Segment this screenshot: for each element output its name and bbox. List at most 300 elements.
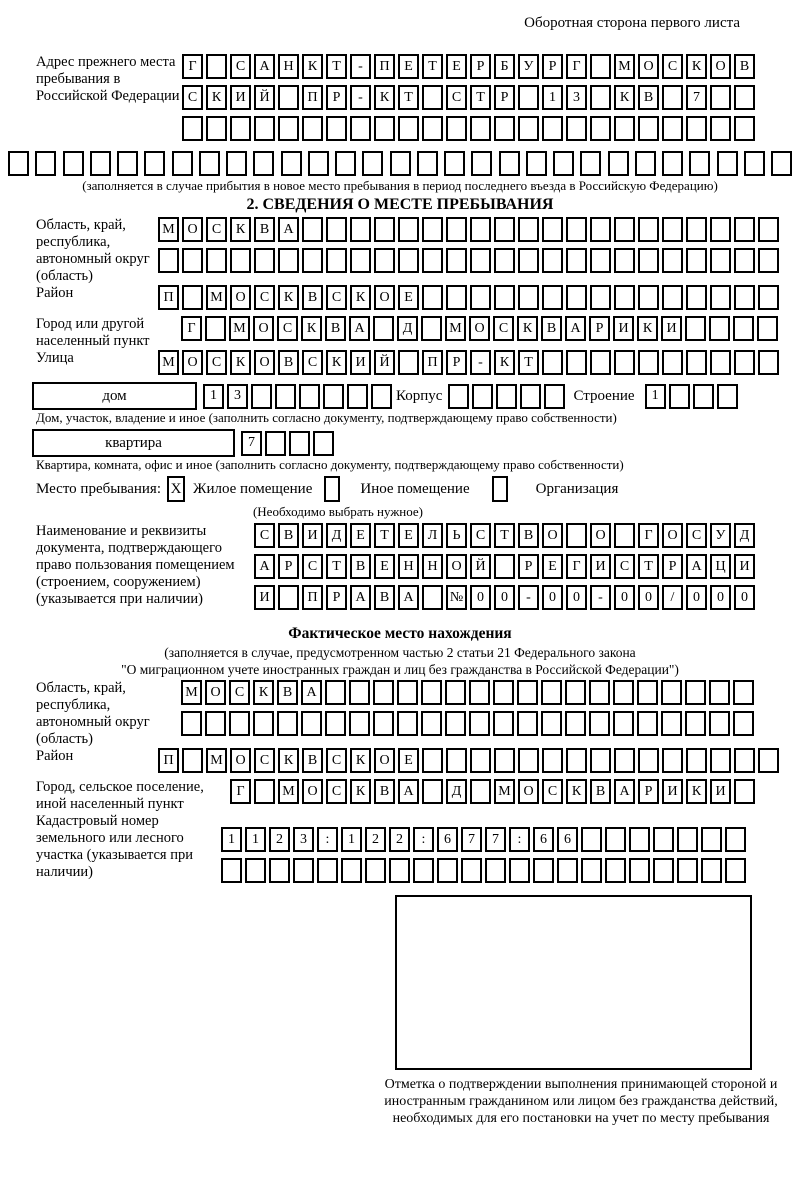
char-box[interactable] (733, 711, 754, 736)
char-box[interactable] (686, 217, 707, 242)
char-box[interactable] (448, 384, 469, 409)
char-box[interactable] (446, 116, 467, 141)
char-box[interactable] (590, 217, 611, 242)
char-box[interactable]: С (326, 285, 347, 310)
char-box[interactable]: В (638, 85, 659, 110)
char-box[interactable] (230, 116, 251, 141)
char-box[interactable]: Й (470, 554, 491, 579)
char-box[interactable]: Г (566, 54, 587, 79)
char-box[interactable] (544, 384, 565, 409)
char-box[interactable] (653, 858, 674, 883)
char-box[interactable]: Е (542, 554, 563, 579)
char-box[interactable] (614, 248, 635, 273)
char-box[interactable]: Р (589, 316, 610, 341)
char-box[interactable]: Ц (710, 554, 731, 579)
char-box[interactable]: К (350, 779, 371, 804)
char-box[interactable] (422, 779, 443, 804)
char-box[interactable]: Т (422, 54, 443, 79)
char-box[interactable]: К (686, 54, 707, 79)
char-box[interactable] (437, 858, 458, 883)
char-box[interactable]: В (734, 54, 755, 79)
char-box[interactable] (566, 285, 587, 310)
char-box[interactable] (590, 350, 611, 375)
char-box[interactable] (629, 827, 650, 852)
char-box[interactable]: Т (326, 54, 347, 79)
char-box[interactable] (734, 217, 755, 242)
char-box[interactable] (470, 217, 491, 242)
char-box[interactable] (445, 711, 466, 736)
char-box[interactable] (289, 431, 310, 456)
char-box[interactable] (517, 711, 538, 736)
char-box[interactable] (229, 711, 250, 736)
char-box[interactable] (494, 116, 515, 141)
char-box[interactable] (638, 350, 659, 375)
char-box[interactable] (614, 116, 635, 141)
char-box[interactable]: П (374, 54, 395, 79)
char-box[interactable] (323, 384, 344, 409)
char-box[interactable] (614, 285, 635, 310)
char-box[interactable]: А (349, 316, 370, 341)
char-box[interactable] (230, 248, 251, 273)
char-box[interactable]: И (590, 554, 611, 579)
char-box[interactable] (758, 748, 779, 773)
char-box[interactable] (693, 384, 714, 409)
char-box[interactable] (734, 116, 755, 141)
char-box[interactable]: В (254, 217, 275, 242)
char-box[interactable] (373, 711, 394, 736)
char-box[interactable]: Т (398, 85, 419, 110)
char-box[interactable]: О (302, 779, 323, 804)
char-box[interactable] (686, 248, 707, 273)
char-box[interactable] (325, 680, 346, 705)
char-box[interactable] (397, 680, 418, 705)
char-box[interactable]: - (350, 85, 371, 110)
char-box[interactable] (493, 680, 514, 705)
char-box[interactable] (541, 711, 562, 736)
char-box[interactable]: К (686, 779, 707, 804)
char-box[interactable] (278, 248, 299, 273)
char-box[interactable] (580, 151, 601, 176)
char-box[interactable] (181, 711, 202, 736)
char-box[interactable]: Е (374, 554, 395, 579)
char-box[interactable]: С (229, 680, 250, 705)
char-box[interactable] (685, 711, 706, 736)
char-box[interactable] (158, 248, 179, 273)
char-box[interactable]: Д (734, 523, 755, 548)
char-box[interactable] (677, 827, 698, 852)
char-box[interactable] (686, 116, 707, 141)
char-box[interactable] (494, 748, 515, 773)
char-box[interactable]: О (205, 680, 226, 705)
char-box[interactable]: Д (446, 779, 467, 804)
char-box[interactable]: А (278, 217, 299, 242)
char-box[interactable]: : (317, 827, 338, 852)
char-box[interactable]: О (446, 554, 467, 579)
char-box[interactable] (638, 116, 659, 141)
char-box[interactable] (635, 151, 656, 176)
char-box[interactable] (734, 285, 755, 310)
char-box[interactable]: В (278, 523, 299, 548)
char-box[interactable]: К (374, 85, 395, 110)
char-box[interactable]: Т (470, 85, 491, 110)
char-box[interactable]: О (638, 54, 659, 79)
char-box[interactable]: И (662, 779, 683, 804)
char-box[interactable] (226, 151, 247, 176)
char-box[interactable] (662, 285, 683, 310)
char-box[interactable] (446, 285, 467, 310)
char-box[interactable]: 0 (542, 585, 563, 610)
char-box[interactable] (253, 711, 274, 736)
char-box[interactable] (302, 217, 323, 242)
char-box[interactable] (758, 285, 779, 310)
char-box[interactable]: К (350, 285, 371, 310)
char-box[interactable] (325, 711, 346, 736)
char-box[interactable] (373, 316, 394, 341)
char-box[interactable] (281, 151, 302, 176)
char-box[interactable]: Г (181, 316, 202, 341)
char-box[interactable]: А (398, 585, 419, 610)
char-box[interactable] (744, 151, 765, 176)
char-box[interactable]: М (181, 680, 202, 705)
char-box[interactable] (518, 748, 539, 773)
char-box[interactable] (518, 217, 539, 242)
char-box[interactable]: Ь (446, 523, 467, 548)
char-box[interactable] (422, 748, 443, 773)
char-box[interactable] (398, 116, 419, 141)
char-box[interactable]: 7 (461, 827, 482, 852)
char-box[interactable] (608, 151, 629, 176)
char-box[interactable]: Р (542, 54, 563, 79)
char-box[interactable] (614, 748, 635, 773)
char-box[interactable] (398, 217, 419, 242)
char-box[interactable]: Р (518, 554, 539, 579)
char-box[interactable]: К (494, 350, 515, 375)
char-box[interactable] (421, 711, 442, 736)
char-box[interactable]: С (662, 54, 683, 79)
char-box[interactable]: П (302, 85, 323, 110)
char-box[interactable] (733, 316, 754, 341)
char-box[interactable] (661, 680, 682, 705)
char-box[interactable]: Р (494, 85, 515, 110)
char-box[interactable]: П (302, 585, 323, 610)
char-box[interactable]: К (517, 316, 538, 341)
char-box[interactable] (710, 116, 731, 141)
char-box[interactable] (494, 217, 515, 242)
char-box[interactable] (494, 554, 515, 579)
char-box[interactable]: О (253, 316, 274, 341)
char-box[interactable]: М (614, 54, 635, 79)
char-box[interactable] (390, 151, 411, 176)
char-box[interactable] (566, 523, 587, 548)
char-box[interactable] (734, 748, 755, 773)
char-box[interactable]: В (374, 779, 395, 804)
char-box[interactable] (301, 711, 322, 736)
char-box[interactable] (8, 151, 29, 176)
char-box[interactable] (757, 316, 778, 341)
char-box[interactable]: - (590, 585, 611, 610)
char-box[interactable]: М (278, 779, 299, 804)
char-box[interactable]: Г (182, 54, 203, 79)
char-box[interactable]: М (158, 217, 179, 242)
char-box[interactable] (518, 285, 539, 310)
char-box[interactable]: О (590, 523, 611, 548)
char-box[interactable] (557, 858, 578, 883)
char-box[interactable]: 7 (686, 85, 707, 110)
char-box[interactable] (313, 431, 334, 456)
char-box[interactable] (469, 680, 490, 705)
char-box[interactable] (461, 858, 482, 883)
char-box[interactable]: А (350, 585, 371, 610)
char-box[interactable] (254, 248, 275, 273)
apartment-type-box[interactable]: квартира (32, 429, 235, 457)
char-box[interactable] (254, 116, 275, 141)
char-box[interactable]: И (302, 523, 323, 548)
char-box[interactable] (349, 680, 370, 705)
char-box[interactable]: К (566, 779, 587, 804)
char-box[interactable] (341, 858, 362, 883)
char-box[interactable] (245, 858, 266, 883)
char-box[interactable] (374, 217, 395, 242)
char-box[interactable]: Н (398, 554, 419, 579)
char-box[interactable] (542, 285, 563, 310)
char-box[interactable]: № (446, 585, 467, 610)
char-box[interactable]: 0 (638, 585, 659, 610)
char-box[interactable] (493, 711, 514, 736)
char-box[interactable]: И (734, 554, 755, 579)
char-box[interactable] (182, 748, 203, 773)
char-box[interactable] (308, 151, 329, 176)
char-box[interactable] (422, 285, 443, 310)
char-box[interactable] (518, 116, 539, 141)
char-box[interactable]: Е (398, 748, 419, 773)
char-box[interactable]: 3 (293, 827, 314, 852)
char-box[interactable] (350, 248, 371, 273)
char-box[interactable] (605, 858, 626, 883)
char-box[interactable] (662, 748, 683, 773)
char-box[interactable] (734, 350, 755, 375)
char-box[interactable] (494, 285, 515, 310)
char-box[interactable]: 0 (614, 585, 635, 610)
char-box[interactable] (422, 248, 443, 273)
char-box[interactable]: 1 (341, 827, 362, 852)
char-box[interactable]: О (374, 748, 395, 773)
char-box[interactable] (374, 116, 395, 141)
char-box[interactable]: К (302, 54, 323, 79)
char-box[interactable]: К (278, 748, 299, 773)
char-box[interactable]: У (518, 54, 539, 79)
char-box[interactable] (542, 350, 563, 375)
char-box[interactable] (542, 248, 563, 273)
char-box[interactable] (302, 116, 323, 141)
char-box[interactable]: Е (446, 54, 467, 79)
char-box[interactable] (470, 748, 491, 773)
char-box[interactable]: Т (374, 523, 395, 548)
char-box[interactable]: 7 (485, 827, 506, 852)
char-box[interactable] (293, 858, 314, 883)
char-box[interactable] (661, 711, 682, 736)
char-box[interactable] (701, 827, 722, 852)
char-box[interactable] (614, 217, 635, 242)
char-box[interactable]: С (254, 285, 275, 310)
char-box[interactable]: 1 (221, 827, 242, 852)
char-box[interactable] (565, 680, 586, 705)
char-box[interactable]: А (686, 554, 707, 579)
char-box[interactable]: А (398, 779, 419, 804)
char-box[interactable] (662, 350, 683, 375)
char-box[interactable]: О (182, 217, 203, 242)
char-box[interactable]: О (254, 350, 275, 375)
char-box[interactable] (471, 151, 492, 176)
char-box[interactable]: О (230, 285, 251, 310)
stay-type-checkbox-organization[interactable] (492, 476, 508, 502)
char-box[interactable] (446, 217, 467, 242)
char-box[interactable]: К (350, 748, 371, 773)
char-box[interactable]: Т (638, 554, 659, 579)
char-box[interactable]: Д (326, 523, 347, 548)
char-box[interactable] (470, 285, 491, 310)
char-box[interactable] (398, 248, 419, 273)
char-box[interactable] (446, 248, 467, 273)
char-box[interactable]: Р (662, 554, 683, 579)
char-box[interactable] (373, 680, 394, 705)
char-box[interactable]: О (518, 779, 539, 804)
char-box[interactable] (653, 827, 674, 852)
char-box[interactable] (542, 748, 563, 773)
char-box[interactable]: - (350, 54, 371, 79)
char-box[interactable] (662, 248, 683, 273)
char-box[interactable]: М (206, 748, 227, 773)
char-box[interactable] (253, 151, 274, 176)
char-box[interactable]: И (350, 350, 371, 375)
char-box[interactable]: О (542, 523, 563, 548)
char-box[interactable] (470, 248, 491, 273)
char-box[interactable] (35, 151, 56, 176)
char-box[interactable] (686, 350, 707, 375)
char-box[interactable]: Р (470, 54, 491, 79)
char-box[interactable]: П (422, 350, 443, 375)
char-box[interactable]: 1 (203, 384, 224, 409)
char-box[interactable] (565, 711, 586, 736)
char-box[interactable] (685, 316, 706, 341)
char-box[interactable]: 6 (533, 827, 554, 852)
char-box[interactable] (509, 858, 530, 883)
char-box[interactable]: 1 (542, 85, 563, 110)
char-box[interactable]: : (413, 827, 434, 852)
char-box[interactable]: Р (326, 585, 347, 610)
char-box[interactable]: С (277, 316, 298, 341)
char-box[interactable] (182, 116, 203, 141)
char-box[interactable] (350, 217, 371, 242)
char-box[interactable] (709, 680, 730, 705)
char-box[interactable]: А (565, 316, 586, 341)
char-box[interactable] (469, 711, 490, 736)
char-box[interactable]: 0 (470, 585, 491, 610)
char-box[interactable] (533, 858, 554, 883)
char-box[interactable] (771, 151, 792, 176)
char-box[interactable]: О (710, 54, 731, 79)
char-box[interactable]: О (374, 285, 395, 310)
char-box[interactable] (445, 680, 466, 705)
char-box[interactable] (733, 680, 754, 705)
char-box[interactable] (637, 711, 658, 736)
char-box[interactable]: В (350, 554, 371, 579)
char-box[interactable] (472, 384, 493, 409)
char-box[interactable]: К (301, 316, 322, 341)
char-box[interactable] (172, 151, 193, 176)
char-box[interactable] (566, 748, 587, 773)
stay-type-checkbox-residential[interactable]: X (167, 476, 185, 502)
char-box[interactable] (734, 85, 755, 110)
char-box[interactable] (485, 858, 506, 883)
char-box[interactable] (444, 151, 465, 176)
char-box[interactable] (63, 151, 84, 176)
char-box[interactable] (421, 680, 442, 705)
char-box[interactable]: Е (398, 54, 419, 79)
char-box[interactable] (710, 248, 731, 273)
char-box[interactable] (422, 585, 443, 610)
char-box[interactable] (278, 585, 299, 610)
char-box[interactable] (701, 858, 722, 883)
char-box[interactable]: С (206, 217, 227, 242)
char-box[interactable] (614, 523, 635, 548)
char-box[interactable] (758, 350, 779, 375)
char-box[interactable] (182, 285, 203, 310)
char-box[interactable] (758, 248, 779, 273)
char-box[interactable]: 0 (686, 585, 707, 610)
char-box[interactable] (326, 217, 347, 242)
char-box[interactable]: С (686, 523, 707, 548)
char-box[interactable]: С (446, 85, 467, 110)
char-box[interactable] (613, 680, 634, 705)
char-box[interactable]: С (614, 554, 635, 579)
char-box[interactable] (90, 151, 111, 176)
char-box[interactable]: К (278, 285, 299, 310)
char-box[interactable]: П (158, 285, 179, 310)
char-box[interactable]: В (302, 285, 323, 310)
char-box[interactable] (269, 858, 290, 883)
char-box[interactable]: 3 (227, 384, 248, 409)
char-box[interactable]: У (710, 523, 731, 548)
char-box[interactable] (326, 116, 347, 141)
char-box[interactable]: - (518, 585, 539, 610)
char-box[interactable]: А (614, 779, 635, 804)
char-box[interactable]: 1 (245, 827, 266, 852)
char-box[interactable]: 6 (437, 827, 458, 852)
char-box[interactable] (422, 116, 443, 141)
char-box[interactable]: М (206, 285, 227, 310)
char-box[interactable] (199, 151, 220, 176)
char-box[interactable] (278, 85, 299, 110)
char-box[interactable]: 2 (365, 827, 386, 852)
char-box[interactable] (518, 248, 539, 273)
char-box[interactable] (638, 217, 659, 242)
char-box[interactable]: В (590, 779, 611, 804)
char-box[interactable] (221, 858, 242, 883)
char-box[interactable]: С (493, 316, 514, 341)
char-box[interactable] (422, 217, 443, 242)
char-box[interactable] (734, 248, 755, 273)
char-box[interactable]: М (158, 350, 179, 375)
char-box[interactable]: В (325, 316, 346, 341)
char-box[interactable]: Е (350, 523, 371, 548)
char-box[interactable] (686, 285, 707, 310)
char-box[interactable]: И (710, 779, 731, 804)
char-box[interactable] (326, 248, 347, 273)
char-box[interactable] (299, 384, 320, 409)
char-box[interactable] (581, 827, 602, 852)
char-box[interactable] (205, 711, 226, 736)
char-box[interactable] (494, 248, 515, 273)
